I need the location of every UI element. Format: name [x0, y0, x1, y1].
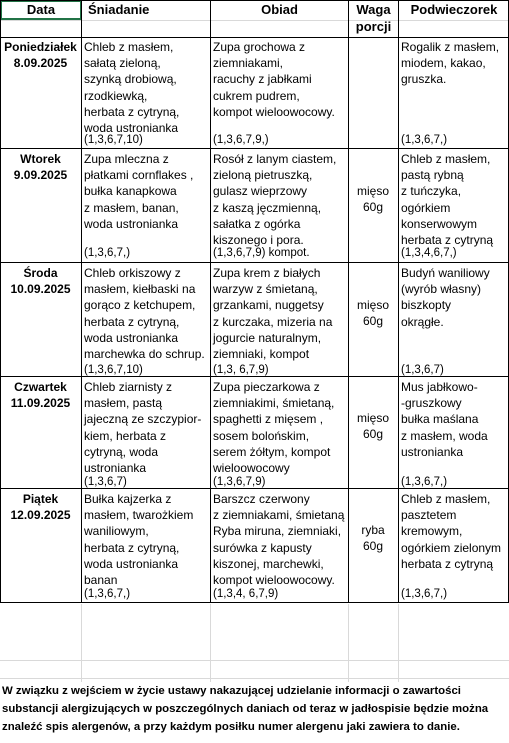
- podwieczorek-cell[interactable]: Rogalik z masłem, miodem, kakao, gruszka.: [401, 40, 500, 87]
- table-border: [0, 376, 509, 377]
- table-border: [398, 0, 399, 603]
- obiad-cell[interactable]: Zupa krem z białych warzyw z śmietaną, grzankami, nuggetsy z kurczaka, mizeria na jogurcie naturalnym, ziemniaki, kompot: [213, 266, 333, 362]
- table-border: [0, 602, 509, 603]
- waga-cell[interactable]: mięso 60g: [356, 411, 389, 441]
- sniadanie-cell[interactable]: Bułka kajzerka z masłem, twarożkiem waniliowym, herbata z cytryną, woda ustronianka banan: [84, 492, 194, 588]
- waga-cell[interactable]: mięso 60g: [356, 184, 389, 214]
- gridline: [0, 20, 509, 21]
- header-sniadanie[interactable]: Śniadanie: [88, 2, 150, 17]
- sniadanie-cell[interactable]: Chleb z masłem, sałatą zieloną, szynką drobiową, rzodkiewką, herbata z cytryną, woda ustronianka: [84, 40, 180, 136]
- allergen-code: (1,3,4, 6,7,9): [213, 588, 279, 600]
- day-cell[interactable]: [0, 150, 81, 260]
- day-name: Piątek: [22, 492, 59, 506]
- obiad-cell[interactable]: Rosół z lanym ciastem, zieloną pietruszką, gulasz wieprzowy z kaszą jęczmienną, sałatka z ogórka kiszonego i pora.: [213, 152, 337, 248]
- allergen-code: (1,3,6,7,): [84, 588, 131, 600]
- day-cell[interactable]: [0, 38, 81, 148]
- allergen-code: (1,3,6,7,): [401, 476, 448, 488]
- allergen-code: (1,3,6,7,10): [84, 364, 143, 376]
- waga-cell[interactable]: mięso 60g: [356, 298, 389, 328]
- allergen-code: (1,3,6,7,9,): [213, 134, 269, 146]
- allergen-code: (1,3,6,7): [401, 364, 444, 376]
- table-border: [0, 0, 1, 603]
- podwieczorek-cell[interactable]: Mus jabłkowo- -gruszkowy bułka maślana z masłem, woda ustronianka: [401, 380, 488, 459]
- header-waga[interactable]: Waga porcji: [355, 2, 392, 34]
- day-name: Środa: [23, 266, 58, 280]
- header-data[interactable]: Data: [0, 0, 82, 20]
- sniadanie-cell[interactable]: Zupa mleczna z płatkami cornflakes , bułka kanapkowa z masłem, banan, woda ustronianka: [84, 152, 194, 231]
- obiad-cell[interactable]: Zupa pieczarkowa z ziemniakimi, śmietaną, spaghetti z mięsem , sosem bolońskim, serem żółtym, kompot wieloowocowy: [213, 380, 335, 476]
- allergen-code: (1,3,6,7,): [401, 134, 448, 146]
- waga-cell[interactable]: ryba 60g: [361, 523, 385, 553]
- header-podwieczorek[interactable]: Podwieczorek: [410, 2, 498, 17]
- gridline: [398, 604, 399, 682]
- allergen-code: (1,3,6,7,9): [213, 476, 266, 488]
- table-border: [0, 488, 509, 489]
- gridline: [81, 604, 82, 682]
- gridline: [0, 660, 509, 661]
- table-border: [210, 0, 211, 603]
- allergen-code: (1,3,6,7,10): [84, 134, 143, 146]
- day-date: 9.09.2025: [13, 168, 68, 182]
- allergen-code: (1,3,4,6,7,): [401, 247, 457, 259]
- day-cell[interactable]: [0, 378, 81, 488]
- allergen-code: (1,3,6,7,): [401, 588, 448, 600]
- allergen-code: (1,3,6,7): [84, 476, 127, 488]
- day-cell[interactable]: [0, 490, 81, 600]
- allergen-code: (1,3, 6,7,9): [213, 364, 269, 376]
- day-cell[interactable]: [0, 264, 81, 374]
- allergen-note: W związku z wejściem w życie ustawy nakazującej udzielanie informacji o zawartości substancji alergizujących w poszczególnych daniach od teraz w jadłospisie będzie można znaleźć spis alergenów, a przy każdym posiłku numer alergenu jaki zawiera to danie.: [2, 685, 489, 733]
- day-date: 12.09.2025: [10, 508, 71, 522]
- table-border: [0, 0, 509, 1]
- obiad-cell[interactable]: Zupa grochowa z ziemniakami, racuchy z jabłkami cukrem pudrem, kompot wieloowocowy.: [213, 40, 335, 119]
- day-date: 10.09.2025: [10, 282, 71, 296]
- table-border: [81, 0, 82, 603]
- allergen-code: (1,3,6,7,9) kompot.: [213, 247, 310, 259]
- day-name: Poniedziałek: [4, 40, 77, 54]
- podwieczorek-cell[interactable]: Chleb z masłem, pastą rybną z tuńczyka, ogórkiem konserwowym herbata z cytryną: [401, 152, 494, 248]
- gridline: [210, 604, 211, 682]
- day-name: Czwartek: [14, 380, 67, 394]
- header-obiad[interactable]: Obiad: [261, 2, 298, 17]
- sniadanie-cell[interactable]: Chleb ziarnisty z masłem, pastą jajeczną ze szczypior- kiem, herbata z cytryną, woda ustronianka: [84, 380, 202, 476]
- gridline: [348, 604, 349, 682]
- table-border: [348, 0, 349, 603]
- table-border: [0, 262, 509, 263]
- sniadanie-cell[interactable]: Chleb orkiszowy z masłem, kiełbaski na gorąco z ketchupem, herbata z cytryną, woda ustronianka marchewka do schrup.: [84, 266, 205, 362]
- obiad-cell[interactable]: Barszcz czerwony z ziemniakami, śmietaną Ryba miruna, ziemniaki, surówka z kapusty kiszonej, marchewki, kompot wieloowocowy.: [213, 492, 345, 588]
- podwieczorek-cell[interactable]: Budyń waniliowy (wyrób własny) biszkopty okrągłe.: [401, 266, 490, 329]
- podwieczorek-cell[interactable]: Chleb z masłem, pasztetem kremowym, ogórkiem zielonym herbata z cytryną: [401, 492, 502, 571]
- day-date: 11.09.2025: [10, 396, 71, 410]
- allergen-code: (1,3,6,7,): [84, 247, 131, 259]
- day-date: 8.09.2025: [13, 56, 68, 70]
- gridline: [0, 678, 509, 679]
- day-name: Wtorek: [20, 152, 61, 166]
- table-border: [0, 148, 509, 149]
- table-border: [0, 37, 509, 38]
